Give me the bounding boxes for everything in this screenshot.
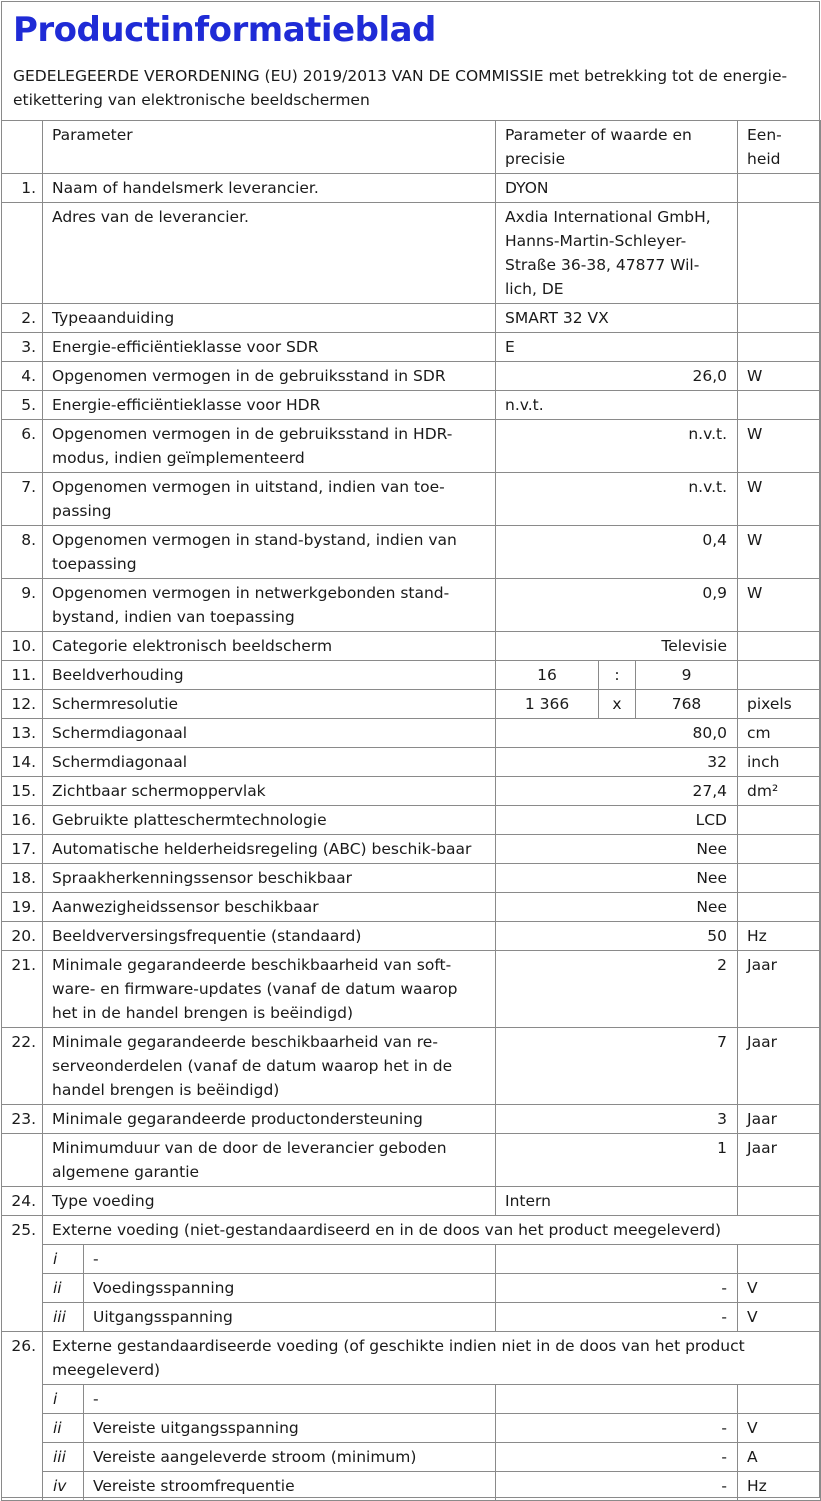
row-unit: W — [738, 420, 821, 473]
section-row — [2, 1216, 821, 1245]
row-value: E — [496, 333, 738, 362]
row-number: 16. — [2, 806, 43, 835]
row-value: Nee — [496, 835, 738, 864]
row-value: n.v.t. — [496, 420, 738, 473]
row-unit — [738, 632, 821, 661]
row-number: 3. — [2, 333, 43, 362]
row-value-b: 768 — [636, 690, 738, 719]
row-value: 3 — [496, 1105, 738, 1134]
row-value: Intern — [496, 1187, 738, 1216]
row-value: 32 — [496, 748, 738, 777]
sub-row-value: - — [496, 1414, 738, 1443]
row-parameter: Opgenomen vermogen in stand-bystand, indien van toepassing — [43, 526, 496, 579]
row-parameter: Type voeding — [43, 1187, 496, 1216]
row-value: 27,4 — [496, 777, 738, 806]
row-value: Nee — [496, 893, 738, 922]
row-number: 12. — [2, 690, 43, 719]
row-number: 24. — [2, 1187, 43, 1216]
row-parameter: Schermdiagonaal — [43, 719, 496, 748]
table-row — [2, 526, 821, 579]
row-unit: Hz — [738, 922, 821, 951]
row-number: 6. — [2, 420, 43, 473]
table-row — [2, 951, 821, 1028]
header-parameter: Parameter — [43, 121, 496, 174]
sub-row-value: - — [496, 1443, 738, 1472]
row-unit: Jaar — [738, 1134, 821, 1187]
sub-row-value: - — [496, 1303, 738, 1332]
page-title: Productinformatieblad — [13, 10, 436, 50]
row-number: 22. — [2, 1028, 43, 1105]
sub-row-index: i — [43, 1385, 84, 1414]
table-row — [2, 719, 821, 748]
header-unit: Een-heid — [738, 121, 821, 174]
row-number: 14. — [2, 748, 43, 777]
table-row — [2, 473, 821, 526]
row-value: Axdia International GmbH, Hanns-Martin-Schleyer-Straße 36-38, 47877 Wil-lich, DE — [496, 203, 738, 304]
sub-row — [2, 1414, 821, 1443]
row-number: 13. — [2, 719, 43, 748]
row-parameter: Minimale gegarandeerde beschikbaarheid van soft-ware- en firmware-updates (vanaf de datum waarop het in de handel brengen is beëindigd) — [43, 951, 496, 1028]
row-unit — [738, 203, 821, 304]
sub-row-index: iii — [43, 1443, 84, 1472]
row-number: 4. — [2, 362, 43, 391]
row-value-separator: x — [599, 690, 636, 719]
row-value: n.v.t. — [496, 473, 738, 526]
row-unit: W — [738, 526, 821, 579]
row-value: Nee — [496, 864, 738, 893]
product-information-sheet — [1, 1, 820, 1498]
sub-row-label: Vereiste uitgangsspanning — [84, 1414, 496, 1443]
row-parameter: Gebruikte platteschermtechnologie — [43, 806, 496, 835]
row-number: 1. — [2, 174, 43, 203]
row-number — [2, 203, 43, 304]
table-row — [2, 362, 821, 391]
row-unit — [738, 661, 821, 690]
row-unit — [738, 304, 821, 333]
sub-row — [2, 1303, 821, 1332]
sub-row-label: Vereiste aangeleverde stroom (minimum) — [84, 1443, 496, 1472]
sub-row-unit — [738, 1245, 821, 1274]
row-unit: Jaar — [738, 951, 821, 1028]
row-number: 9. — [2, 579, 43, 632]
row-value-separator: : — [599, 661, 636, 690]
row-value: Televisie — [496, 632, 738, 661]
row-unit — [738, 806, 821, 835]
sub-row-index: ii — [43, 1414, 84, 1443]
table-row — [2, 304, 821, 333]
row-number: 8. — [2, 526, 43, 579]
row-unit — [738, 174, 821, 203]
sub-row — [2, 1472, 821, 1501]
section-label: Externe gestandaardiseerde voeding (of geschikte indien niet in de doos van het product meegeleverd) — [43, 1332, 821, 1385]
header-value: Parameter of waarde en precisie — [496, 121, 738, 174]
row-value: 1 — [496, 1134, 738, 1187]
row-value: 0,4 — [496, 526, 738, 579]
row-parameter: Energie-efficiëntieklasse voor SDR — [43, 333, 496, 362]
row-value: DYON — [496, 174, 738, 203]
row-parameter: Minimale gegarandeerde beschikbaarheid van re-serveonderdelen (vanaf de datum waarop het in de handel brengen is beëindigd) — [43, 1028, 496, 1105]
row-parameter: Spraakherkenningssensor beschikbaar — [43, 864, 496, 893]
row-unit: dm² — [738, 777, 821, 806]
table-row — [2, 1105, 821, 1134]
sub-row — [2, 1385, 821, 1414]
sub-row-value: - — [496, 1274, 738, 1303]
table-row — [2, 922, 821, 951]
row-value: n.v.t. — [496, 391, 738, 420]
row-unit: inch — [738, 748, 821, 777]
table-row — [2, 893, 821, 922]
sub-row-index: iii — [43, 1303, 84, 1332]
header-number-cell — [2, 121, 43, 174]
row-value: 2 — [496, 951, 738, 1028]
table-row — [2, 806, 821, 835]
row-unit: W — [738, 362, 821, 391]
row-number: 15. — [2, 777, 43, 806]
sub-row-label: Voedingsspanning — [84, 1274, 496, 1303]
row-parameter: Energie-efficiëntieklasse voor HDR — [43, 391, 496, 420]
table-row — [2, 391, 821, 420]
row-number: 21. — [2, 951, 43, 1028]
row-unit: Jaar — [738, 1028, 821, 1105]
row-unit — [738, 864, 821, 893]
table-row — [2, 690, 821, 719]
sub-row-value — [496, 1385, 738, 1414]
row-value: 0,9 — [496, 579, 738, 632]
table-row — [2, 835, 821, 864]
row-unit: Jaar — [738, 1105, 821, 1134]
table-row — [2, 1187, 821, 1216]
regulation-reference: GEDELEGEERDE VERORDENING (EU) 2019/2013 VAN DE COMMISSIE met betrekking tot de energie-etikettering van elektronische beeldschermen — [13, 67, 788, 109]
row-unit — [738, 333, 821, 362]
row-number: 20. — [2, 922, 43, 951]
sub-row — [2, 1443, 821, 1472]
section-label: Externe voeding (niet-gestandaardiseerd en in de doos van het product meegeleverd) — [43, 1216, 821, 1245]
table-row — [2, 864, 821, 893]
row-unit: cm — [738, 719, 821, 748]
row-number: 10. — [2, 632, 43, 661]
sub-row — [2, 1245, 821, 1274]
row-number — [2, 1134, 43, 1187]
row-number: 11. — [2, 661, 43, 690]
table-row — [2, 1028, 821, 1105]
sub-row-unit: Hz — [738, 1472, 821, 1501]
table-row — [2, 777, 821, 806]
sub-row — [2, 1274, 821, 1303]
row-value-a: 1 366 — [496, 690, 599, 719]
sub-row-unit: A — [738, 1443, 821, 1472]
row-number: 5. — [2, 391, 43, 420]
section-row — [2, 1332, 821, 1385]
row-unit: pixels — [738, 690, 821, 719]
sub-row-unit: V — [738, 1414, 821, 1443]
sub-row-value: - — [496, 1472, 738, 1501]
sub-row-label: Vereiste stroomfrequentie — [84, 1472, 496, 1501]
sub-row-unit: V — [738, 1274, 821, 1303]
row-parameter: Adres van de leverancier. — [43, 203, 496, 304]
row-unit: W — [738, 579, 821, 632]
table-row — [2, 748, 821, 777]
row-parameter: Naam of handelsmerk leverancier. — [43, 174, 496, 203]
row-number: 18. — [2, 864, 43, 893]
section-number: 25. — [2, 1216, 43, 1332]
row-number: 2. — [2, 304, 43, 333]
row-parameter: Zichtbaar schermoppervlak — [43, 777, 496, 806]
table-row — [2, 174, 821, 203]
row-unit — [738, 893, 821, 922]
row-parameter: Opgenomen vermogen in de gebruiksstand in SDR — [43, 362, 496, 391]
row-parameter: Schermresolutie — [43, 690, 496, 719]
row-parameter: Opgenomen vermogen in uitstand, indien van toe-passing — [43, 473, 496, 526]
sub-row-index: i — [43, 1245, 84, 1274]
table-row — [2, 420, 821, 473]
row-unit: W — [738, 473, 821, 526]
row-value: 26,0 — [496, 362, 738, 391]
sub-row-label: - — [84, 1385, 496, 1414]
table-row — [2, 632, 821, 661]
table-row — [2, 579, 821, 632]
table-row — [2, 1134, 821, 1187]
table-header-row — [2, 121, 821, 174]
row-value-a: 16 — [496, 661, 599, 690]
row-parameter: Schermdiagonaal — [43, 748, 496, 777]
row-unit — [738, 835, 821, 864]
table-row — [2, 661, 821, 690]
sub-row-label: Uitgangsspanning — [84, 1303, 496, 1332]
sub-row-unit — [738, 1385, 821, 1414]
row-number: 17. — [2, 835, 43, 864]
row-parameter: Minimumduur van de door de leverancier geboden algemene garantie — [43, 1134, 496, 1187]
row-value: 7 — [496, 1028, 738, 1105]
row-parameter: Opgenomen vermogen in de gebruiksstand in HDR-modus, indien geïmplementeerd — [43, 420, 496, 473]
table-row — [2, 333, 821, 362]
row-value-b: 9 — [636, 661, 738, 690]
sub-row-unit: V — [738, 1303, 821, 1332]
row-unit — [738, 1187, 821, 1216]
row-parameter: Categorie elektronisch beeldscherm — [43, 632, 496, 661]
table-row — [2, 203, 821, 304]
row-parameter: Minimale gegarandeerde productondersteuning — [43, 1105, 496, 1134]
section-number: 26. — [2, 1332, 43, 1501]
row-parameter: Typeaanduiding — [43, 304, 496, 333]
row-parameter: Beeldverversingsfrequentie (standaard) — [43, 922, 496, 951]
sub-row-index: ii — [43, 1274, 84, 1303]
row-unit — [738, 391, 821, 420]
row-parameter: Aanwezigheidssensor beschikbaar — [43, 893, 496, 922]
row-value: SMART 32 VX — [496, 304, 738, 333]
sub-row-value — [496, 1245, 738, 1274]
row-number: 23. — [2, 1105, 43, 1134]
row-number: 19. — [2, 893, 43, 922]
parameter-table — [1, 120, 821, 1501]
row-value: 80,0 — [496, 719, 738, 748]
row-number: 7. — [2, 473, 43, 526]
row-value: LCD — [496, 806, 738, 835]
sub-row-label: - — [84, 1245, 496, 1274]
row-parameter: Opgenomen vermogen in netwerkgebonden stand-bystand, indien van toepassing — [43, 579, 496, 632]
row-parameter: Beeldverhouding — [43, 661, 496, 690]
row-parameter: Automatische helderheidsregeling (ABC) beschik-baar — [43, 835, 496, 864]
sub-row-index: iv — [43, 1472, 84, 1501]
row-value: 50 — [496, 922, 738, 951]
